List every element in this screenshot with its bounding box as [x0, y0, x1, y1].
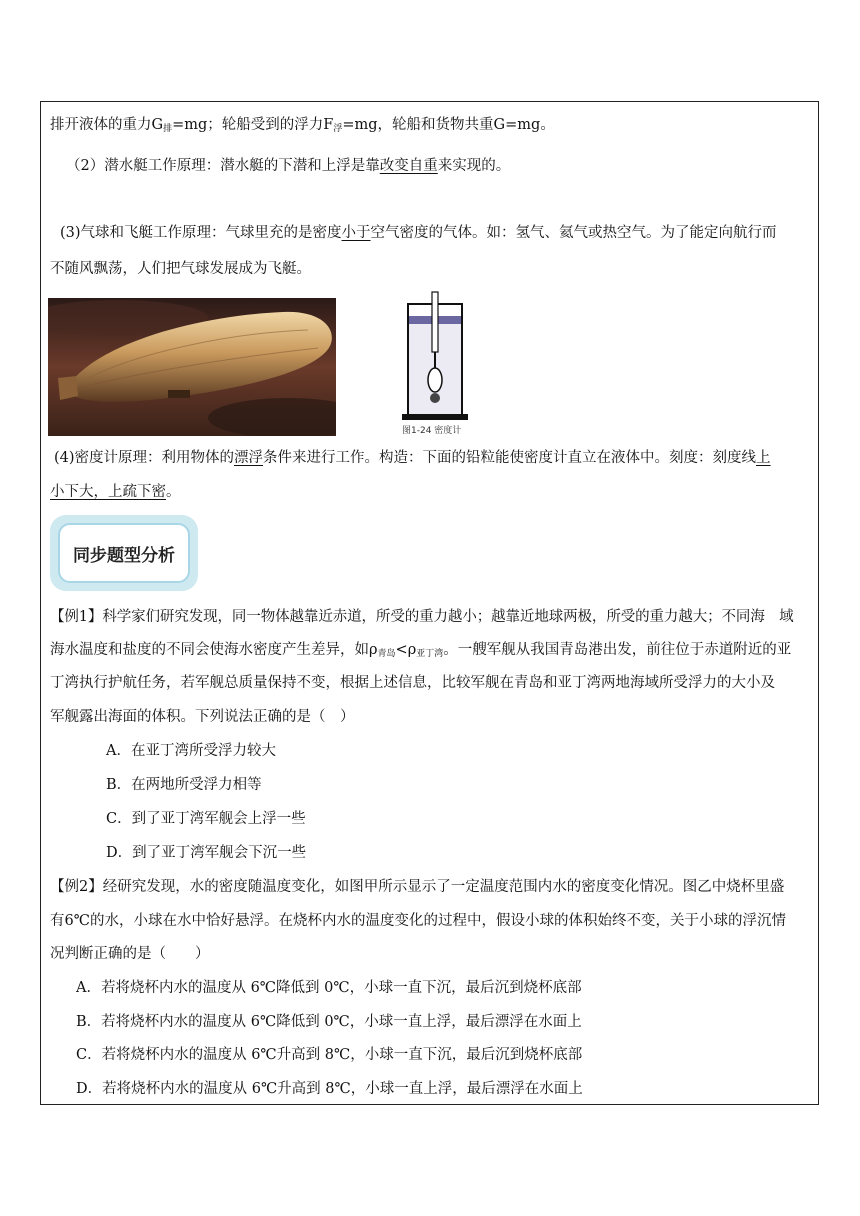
- example2-option-d: D．若将烧杯内水的温度从 6℃升高到 8℃，小球一直上浮，最后漂浮在水面上: [76, 1081, 583, 1097]
- text-segment: 。一艘军舰从我国青岛港出发，前往位于赤道附近的亚: [443, 642, 792, 658]
- example2-line-3: [50, 944, 210, 964]
- example2-option-a: A．若将烧杯内水的温度从 6℃降低到 0℃，小球一直下沉，最后沉到烧杯底部: [76, 980, 582, 996]
- example1-option-b: B．在两地所受浮力相等: [106, 777, 262, 793]
- example2-option-b: B．若将烧杯内水的温度从 6℃降低到 0℃，小球一直上浮，最后漂浮在水面上: [76, 1014, 582, 1030]
- text-segment: 丁湾执行护航任务，若军舰总质量保持不变，根据上述信息，比较军舰在青岛和亚丁湾两地海域所受浮力的大小及: [50, 675, 775, 691]
- text-segment: =mg；轮船受到的浮力F: [172, 117, 334, 133]
- hydrometer-principle-line-1: [54, 448, 771, 468]
- text-segment: 条件来进行工作。构造：下面的铅粒能使密度计直立在液体中。刻度：刻度线: [263, 450, 757, 466]
- text-segment: 空气密度的气体。如：氢气、氦气或热空气。为了能定向航行而: [370, 225, 777, 241]
- hydrometer-figure: [394, 290, 489, 438]
- submarine-principle-line: [66, 156, 510, 176]
- example2-line-2: [50, 911, 786, 931]
- airship-photo: [48, 298, 336, 436]
- underlined-answer: 小于: [341, 225, 371, 241]
- text-segment: 【例2】经研究发现，水的密度随温度变化，如图甲所示显示了一定温度范围内水的密度变化情况。图乙中烧杯里盛: [50, 879, 785, 895]
- section-badge: [50, 515, 198, 591]
- text-segment: 不随风飘荡，人们把气球发展成为飞艇。: [50, 261, 311, 277]
- text-segment: <ρ: [395, 642, 417, 658]
- section-title: 同步题型分析: [73, 545, 175, 566]
- example1-option-c: C．到了亚丁湾军舰会上浮一些: [106, 811, 306, 827]
- underlined-answer: 漂浮: [234, 450, 264, 466]
- subscript: 浮: [333, 124, 343, 134]
- text-segment: 军舰露出海面的体积。下列说法正确的是（ ）: [50, 709, 355, 725]
- example1-line-3: [50, 673, 775, 693]
- text-segment: 况判断正确的是（ ）: [50, 946, 210, 962]
- example1-line-2: [50, 640, 791, 664]
- example1-line-1: [50, 607, 794, 627]
- figure-caption: 图1-24 密度计: [402, 426, 462, 436]
- underlined-answer: 小下大，上疏下密: [50, 484, 166, 500]
- example1-line-4: [50, 707, 355, 727]
- underlined-answer: 改变自重: [379, 158, 438, 174]
- text-segment: (4)密度计原理：利用物体的: [54, 450, 235, 466]
- text-segment: 来实现的。: [437, 158, 511, 174]
- hydrometer-principle-line-2: [50, 482, 181, 502]
- text-segment: =mg，轮船和货物共重G=mg。: [342, 117, 555, 133]
- ship-principle-line: [50, 115, 555, 139]
- text-segment: （2）潜水艇工作原理：潜水艇的下潜和上浮是靠: [66, 158, 380, 174]
- underlined-answer: 上: [756, 450, 771, 466]
- badge-inner: [58, 523, 190, 583]
- example1-option-d: D．到了亚丁湾军舰会下沉一些: [106, 845, 307, 861]
- subscript: 青岛: [377, 649, 396, 659]
- subscript: 亚丁湾: [416, 649, 444, 659]
- text-segment: 【例1】科学家们研究发现，同一物体越靠近赤道，所受的重力越小；越靠近地球两极，所受的重力越大；不同海 域: [50, 609, 794, 625]
- balloon-principle-line-2: [50, 259, 311, 279]
- text-segment: (3)气球和飞艇工作原理：气球里充的是密度: [60, 225, 342, 241]
- text-segment: 。: [166, 484, 181, 500]
- example1-option-a: A．在亚丁湾所受浮力较大: [106, 743, 276, 759]
- subscript: 排: [163, 124, 173, 134]
- example2-option-c: C．若将烧杯内水的温度从 6℃升高到 8℃，小球一直下沉，最后沉到烧杯底部: [76, 1047, 583, 1063]
- text-segment: 海水温度和盐度的不同会使海水密度产生差异，如ρ: [50, 642, 378, 658]
- text-segment: 排开液体的重力G: [50, 117, 164, 133]
- example2-line-1: [50, 877, 784, 897]
- text-segment: 有6℃的水，小球在水中恰好悬浮。在烧杯内水的温度变化的过程中，假设小球的体积始终不变，关于小球的浮沉情: [50, 913, 786, 929]
- balloon-principle-line-1: [60, 223, 777, 243]
